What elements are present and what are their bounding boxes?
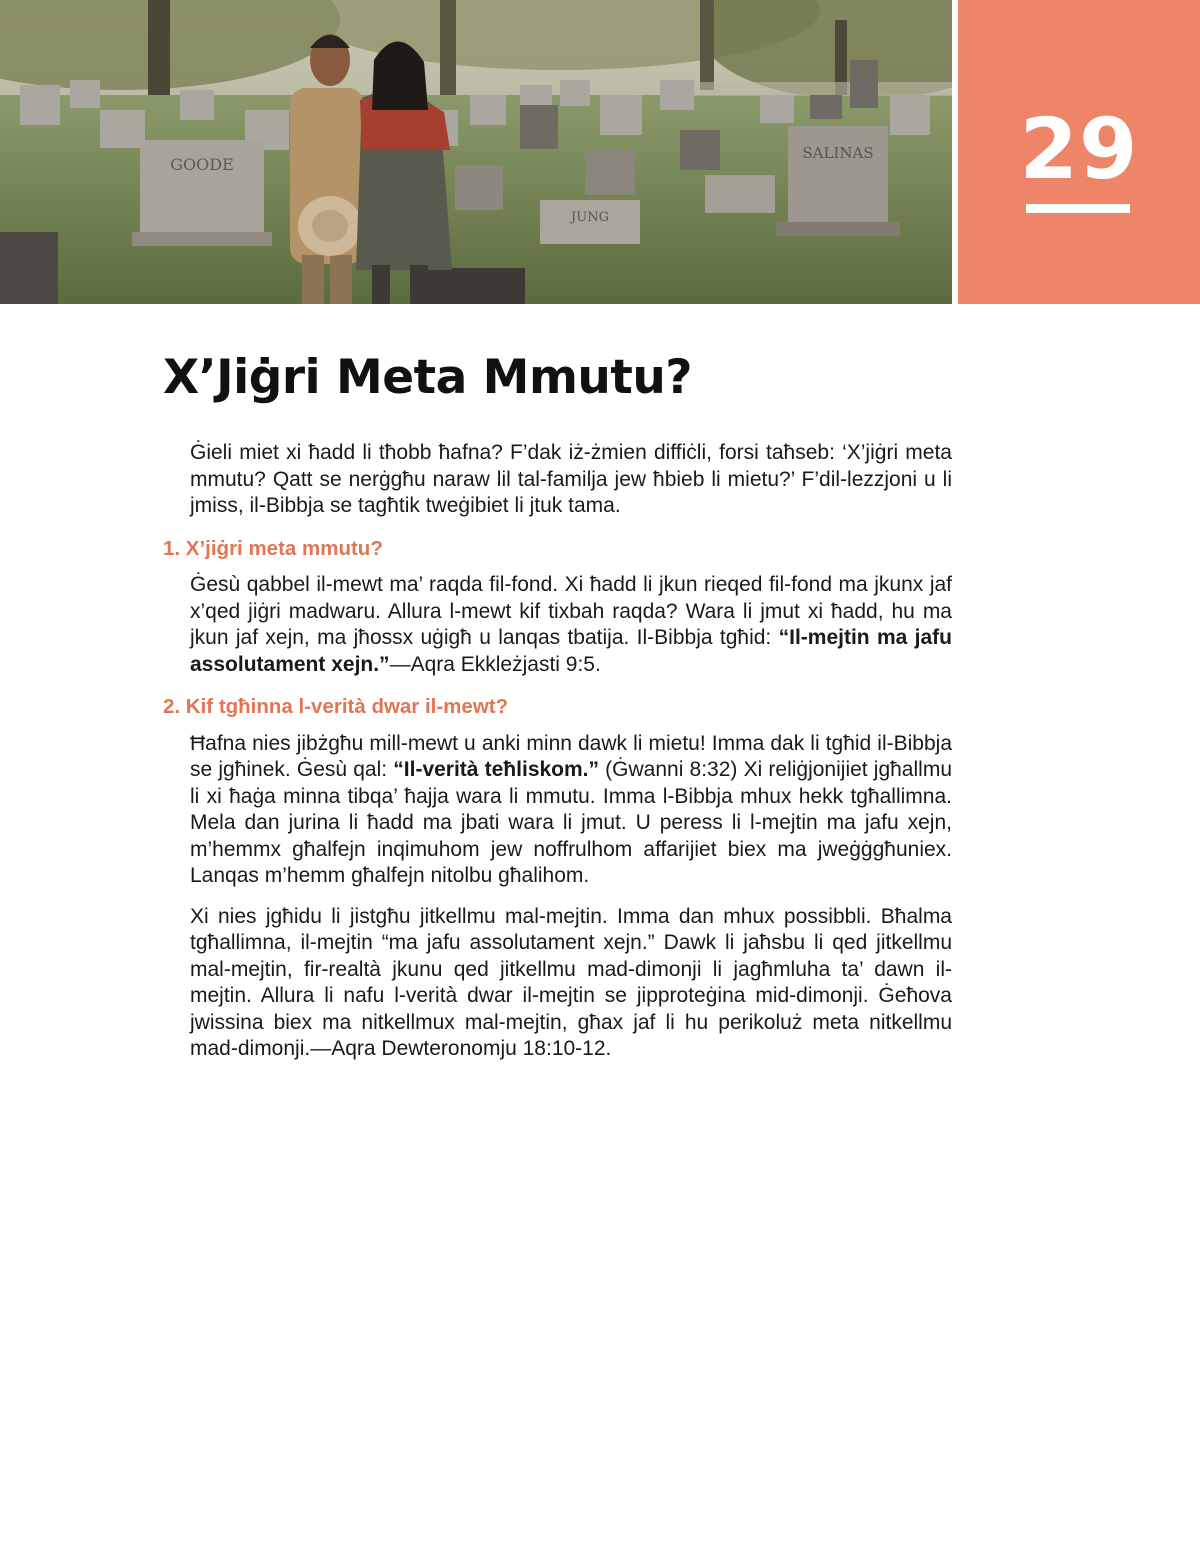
section-paragraph [190,572,952,678]
cemetery-illustration [0,0,952,304]
paragraph-text: (Ġwanni 8:32) Xi reliġjonijiet jgħallmu li xi ħaġa minna tibqa’ ħajja wara li mmutu. Imma l-Bibbja mhux hekk tgħallimna. Mela dan jurina li ħadd ma jbati wara li jmut. U peress li l-mejtin ma jafu xejn, m’hemmx għalfejn inqimuhom jew noffrulhom affarijiet biex ma jweġġgħuniex. Lanqas m’hemm għalfejn nitolbu għalihom. [190,758,952,887]
lesson-number-underline [1026,204,1130,213]
gravestone-name: JUNG [571,210,609,225]
section-heading: 2. Kif tgħinna l-verità dwar il-mewt? [163,695,509,718]
intro-paragraph: Ġieli miet xi ħadd li tħobb ħafna? F’dak iż-żmien diffiċli, forsi taħseb: ‘X’jiġri meta mmutu? Qatt se nerġgħu naraw lil tal-familja jew ħbieb li mietu?’ F’dil-lezzjoni u li jmiss, il-Bibbja se tagħtik tweġibiet li jtuk tama. [190,441,952,517]
lesson-body [163,440,953,1063]
gravestone-name: SALINAS [802,144,874,162]
page-title: X’Jiġri Meta Mmutu? [163,350,693,405]
paragraph-text: Ħafna nies jibżgħu mill-mewt u anki minn dawk li mietu! Imma dak li tgħid il-Bibbja se jgħinek. Ġesù qal: [190,731,952,781]
section-paragraph: Xi nies jgħidu li jistgħu jitkellmu mal-mejtin. Imma dan mhux possibbli. Bħalma tgħallimna, il-mejtin “ma jafu assolutament xejn.” Dawk li jaħsbu li qed jitkellmu mal-mejtin, fir-realtà jkunu qed jitkellmu mad-dimonji li jagħmluha ta’ dawn il-mejtin. Allura li nafu l-verità dwar il-mejtin se jipproteġina mid-dimonji. Ġeħova jwissina biex ma nitkellmux mal-mejtin, għax jaf li hu perikoluż meta nitkellmu mad-dimonji.—Aqra Dewteronomju 18:10-12. [190,904,952,1060]
paragraph-text: Ġesù qabbel il-mewt ma’ raqda fil-fond. Xi ħadd li jkun rieqed fil-fond ma jkunx jaf x’qed jiġri madwaru. Allura l-mewt kif tixbah raqda? Wara li jmut xi ħadd, hu ma jkun jaf xejn, ma jħossx uġigħ u lanqas tbatija. Il-Bibbja tgħid: [190,573,952,649]
bible-quote: “Il-mejtin ma jafu assolutament xejn.” [190,626,953,676]
gravestone-name: GOODE [170,155,234,174]
section-heading: 1. X’jiġri meta mmutu? [163,536,383,560]
hero-photo [0,0,952,304]
lesson-number-box [958,0,1200,304]
lesson-number: 29 [1019,100,1139,198]
bible-quote: “Il-verità teħliskom.” [393,758,600,781]
scripture-reference: —Aqra Ekkleżjasti 9:5. [389,652,601,676]
section-paragraph [190,731,952,890]
